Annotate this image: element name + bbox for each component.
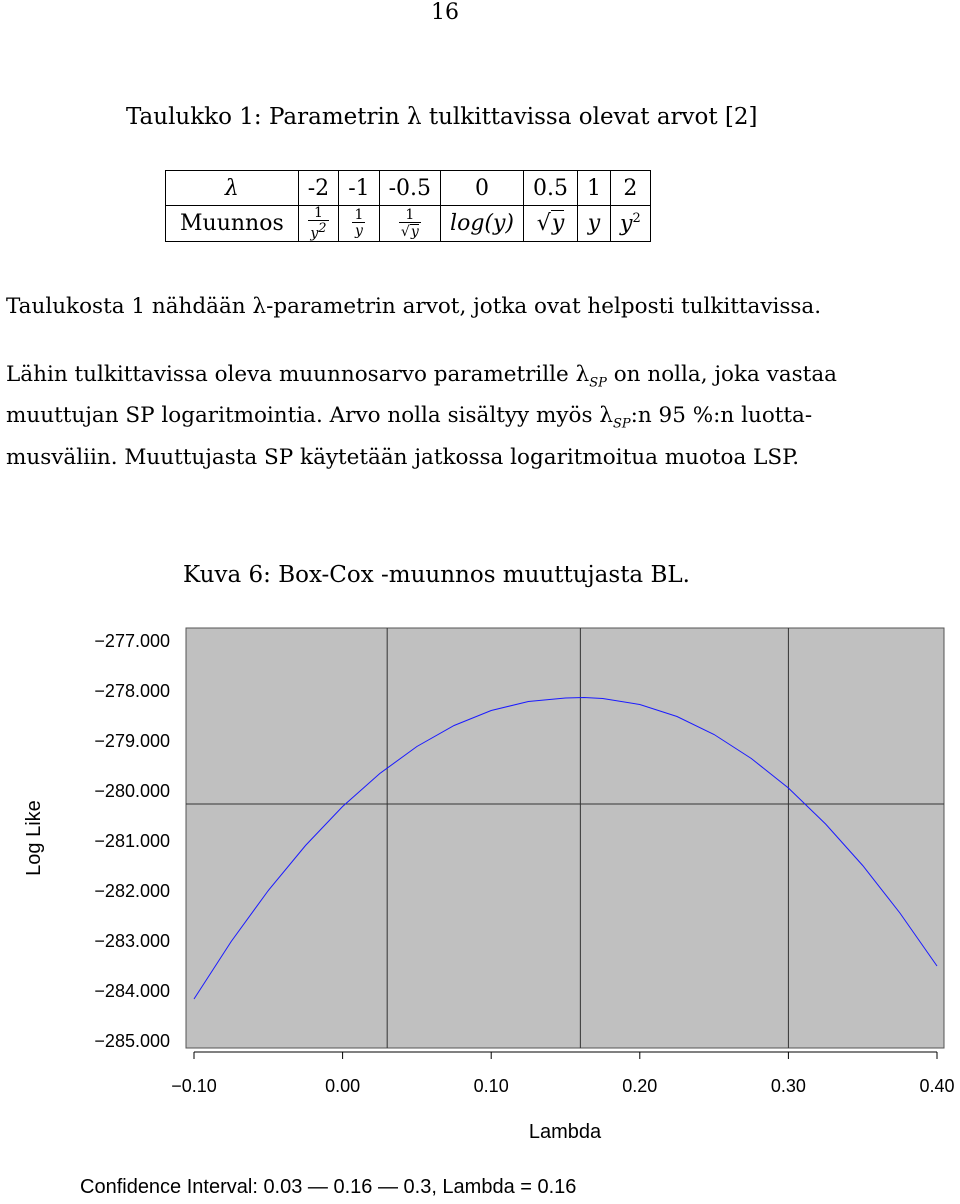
sqrt-sign: √ xyxy=(536,211,551,237)
x-tick-label: 0.20 xyxy=(622,1076,658,1096)
fraction-inverse-sqrt xyxy=(399,208,421,239)
frac-numerator: 1 xyxy=(314,205,323,221)
y-tick-label: −283.000 xyxy=(94,931,170,951)
x-tick-label: 0.00 xyxy=(325,1076,361,1096)
x-tick-label: 0.10 xyxy=(473,1076,509,1096)
exponent: 2 xyxy=(632,210,641,226)
table-cell: -2 xyxy=(298,171,338,206)
var-y: y xyxy=(620,210,633,236)
table-cell: 2 xyxy=(611,171,651,206)
text-span: Lähin tulkittavissa oleva muunnosarvo parametrille λ xyxy=(6,362,590,387)
table-caption: Taulukko 1: Parametrin λ tulkittavissa olevat arvot [2] xyxy=(126,104,758,130)
table-cell: log(y) xyxy=(441,206,524,242)
text-span: :n 95 %:n luotta- xyxy=(630,403,813,429)
paragraph-line xyxy=(6,399,906,440)
table-cell xyxy=(524,206,578,242)
frac-numerator: 1 xyxy=(354,207,364,224)
table-cell: 0 xyxy=(441,171,524,206)
y-tick-label: −282.000 xyxy=(94,881,170,901)
y-axis xyxy=(94,631,170,1051)
subscript: SP xyxy=(589,375,607,391)
frac-denominator: √y xyxy=(400,223,419,240)
table-cell xyxy=(339,206,379,242)
page-number: 16 xyxy=(431,0,459,25)
x-tick-label: 0.30 xyxy=(770,1076,806,1096)
y-tick-label: −284.000 xyxy=(94,981,170,1001)
figure-caption: Kuva 6: Box-Cox -muunnos muuttujasta BL. xyxy=(183,562,690,588)
table-cell xyxy=(379,206,440,242)
y-tick-label: −279.000 xyxy=(94,731,170,751)
table-cell: -1 xyxy=(339,171,379,206)
fraction-inverse xyxy=(352,208,365,238)
y-tick-label: −278.000 xyxy=(94,681,170,701)
plot-area xyxy=(186,628,944,1048)
box-cox-chart xyxy=(0,600,960,1170)
text-span: muuttujan SP logaritmointia. Arvo nolla sisältyy myös λ xyxy=(6,403,613,429)
table-row-lambda xyxy=(166,171,651,206)
var-y: y xyxy=(410,223,419,240)
var-y: y xyxy=(310,225,319,242)
paragraph-line: musväliin. Muuttujasta SP käytetään jatkossa logaritmoitua muotoa LSP. xyxy=(6,444,800,470)
x-axis xyxy=(171,1052,954,1096)
y-tick-label: −280.000 xyxy=(94,781,170,801)
y-tick-label: −277.000 xyxy=(94,631,170,651)
table-cell xyxy=(298,206,338,242)
table-cell: y xyxy=(578,206,611,242)
frac-denominator: y xyxy=(352,222,365,238)
x-tick-label: −0.10 xyxy=(171,1076,217,1096)
paragraph-2 xyxy=(6,358,906,474)
y-tick-label: −285.000 xyxy=(94,1031,170,1051)
text-span: on nolla, joka vastaa xyxy=(606,362,837,387)
x-tick-label: 0.40 xyxy=(919,1076,955,1096)
var-y: y xyxy=(551,211,565,237)
fraction-inverse-square xyxy=(308,206,328,241)
table-header-lambda: λ xyxy=(166,171,299,206)
subscript: SP xyxy=(612,416,631,432)
table-cell xyxy=(611,206,651,242)
frac-denominator xyxy=(308,220,328,241)
confidence-interval-text: Confidence Interval: 0.03 — 0.16 — 0.3, Lambda = 0.16 xyxy=(80,1176,577,1198)
table-cell: 0.5 xyxy=(524,171,578,206)
y-axis-label: Log Like xyxy=(23,800,45,876)
table-cell: -0.5 xyxy=(379,171,440,206)
paragraph-1: Taulukosta 1 nähdään λ-parametrin arvot, jotka ovat helposti tulkittavissa. xyxy=(6,294,822,319)
table-row-transform xyxy=(166,206,651,242)
exponent: 2 xyxy=(318,221,327,236)
table-header-transform: Muunnos xyxy=(166,206,299,242)
frac-numerator: 1 xyxy=(405,206,415,223)
x-axis-label: Lambda xyxy=(528,1121,602,1143)
y-tick-label: −281.000 xyxy=(94,831,170,851)
paragraph-line xyxy=(6,358,906,399)
table-cell: 1 xyxy=(578,171,611,206)
lambda-table xyxy=(165,170,651,242)
